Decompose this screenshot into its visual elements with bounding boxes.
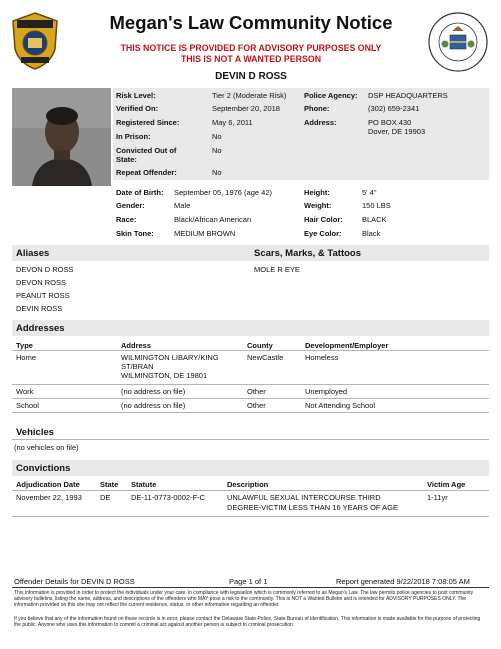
addresses-header-bar bbox=[12, 320, 489, 336]
scar-item: MOLE R EYE bbox=[254, 265, 300, 274]
footer-page-number: Page 1 of 1 bbox=[229, 577, 268, 586]
advisory-line-2: THIS IS NOT A WANTED PERSON bbox=[180, 54, 322, 64]
phone-value: (302) 659-2341 bbox=[368, 104, 420, 113]
alias-item: DEVON ROSS bbox=[16, 278, 67, 287]
hair-value: BLACK bbox=[362, 215, 387, 224]
agency-value: DSP HEADQUARTERS bbox=[368, 91, 448, 100]
weight-label: Weight: bbox=[304, 201, 332, 210]
vehicles-rule bbox=[12, 439, 489, 440]
agency-label: Police Agency: bbox=[304, 91, 358, 100]
table-row: Home WILMINGTON LIBARY/KING ST/BRAN WILMINGTON, DE 19801 NewCastle Homeless bbox=[16, 353, 339, 380]
address-col-county: County bbox=[247, 341, 273, 350]
address-header-rule bbox=[12, 350, 489, 351]
in-prison-row: In Prison: No bbox=[116, 132, 222, 141]
scars-title: Scars, Marks, & Tattoos bbox=[254, 248, 362, 259]
advisory-line-1: THIS NOTICE IS PROVIDED FOR ADVISORY PURPOSES ONLY bbox=[120, 43, 382, 53]
table-row: November 22, 1993 DE DE-11-0773-0002-F-C UNLAWFUL SEXUAL INTERCOURSE THIRD DEGREE-VICTIM LESS THAN 16 YEARS OF AGE 1-11yr bbox=[16, 493, 448, 512]
footer-rule bbox=[12, 587, 489, 588]
addresses-title: Addresses bbox=[16, 323, 65, 334]
phone-label: Phone: bbox=[304, 104, 330, 113]
repeat-offender-value: No bbox=[212, 168, 222, 177]
agency-address-line-1: PO BOX 430 bbox=[368, 118, 412, 127]
conv-col-state: State bbox=[100, 480, 119, 489]
convicted-out-of-state-row: Convicted Out of State: No bbox=[116, 146, 222, 164]
verified-on-value: September 20, 2018 bbox=[212, 104, 280, 113]
convictions-title: Convictions bbox=[16, 463, 71, 474]
conv-header-rule bbox=[12, 490, 489, 491]
footer-offender-details: Offender Details for DEVIN D ROSS bbox=[14, 577, 135, 586]
aliases-header-bar bbox=[12, 245, 489, 261]
footer-report-generated: Report generated 9/22/2018 7:08:05 AM bbox=[336, 577, 470, 586]
alias-item: DEVON D ROSS bbox=[16, 265, 74, 274]
in-prison-value: No bbox=[212, 132, 222, 141]
risk-level-row: Risk Level: Tier 2 (Moderate Risk) bbox=[116, 91, 287, 100]
footer-disclaimer-1: This information is provided in order to protect the individuals under your care, in compliance with legislation which is commonly referred to as Megan's Law. The law permits police agencies to post community advisory bulletins, listing the name, address, and descriptions of the offenders who MAY pose a risk to the community. This is NOT a Wanted Bulletin and is intended for ADVISORY PURPOSES ONLY. The information provided on this site may not reflect the current residence, status, or other information regarding an offender. bbox=[14, 590, 474, 609]
address-label: Address: bbox=[304, 118, 337, 127]
address-col-address: Address bbox=[121, 341, 152, 350]
registered-since-value: May 6, 2011 bbox=[212, 118, 253, 127]
skin-value: MEDIUM BROWN bbox=[174, 229, 236, 238]
conv-col-victim-age: Victim Age bbox=[427, 480, 466, 489]
conv-col-date: Adjudication Date bbox=[16, 480, 80, 489]
state-seal bbox=[427, 11, 489, 73]
address-col-type: Type bbox=[16, 341, 33, 350]
height-label: Height: bbox=[304, 188, 330, 197]
vehicles-value: (no vehicles on file) bbox=[14, 443, 79, 452]
convicted-out-of-state-value: No bbox=[212, 146, 222, 155]
row-divider bbox=[12, 384, 489, 385]
offender-photo bbox=[12, 88, 111, 186]
race-value: Black/African American bbox=[174, 215, 252, 224]
alias-item: DEVIN ROSS bbox=[16, 304, 63, 313]
verified-on-row: Verified On: September 20, 2018 bbox=[116, 104, 280, 113]
row-divider bbox=[12, 412, 489, 413]
gender-label: Gender: bbox=[116, 201, 145, 210]
row-divider bbox=[12, 398, 489, 399]
state-police-badge bbox=[9, 11, 61, 71]
eye-label: Eye Color: bbox=[304, 229, 342, 238]
dob-label: Date of Birth: bbox=[116, 188, 164, 197]
vehicles-title: Vehicles bbox=[16, 427, 55, 438]
table-row: Work (no address on file) Other Unemployed bbox=[16, 387, 348, 396]
repeat-offender-row: Repeat Offender: No bbox=[116, 168, 222, 177]
offender-name: DEVIN D ROSS bbox=[215, 71, 287, 82]
agency-address-line-2: Dover, DE 19903 bbox=[368, 127, 426, 136]
height-value: 5' 4" bbox=[362, 188, 377, 197]
gender-value: Male bbox=[174, 201, 191, 210]
address-col-employer: Development/Employer bbox=[305, 341, 389, 350]
dob-value: September 05, 1976 (age 42) bbox=[174, 188, 272, 197]
conv-col-statute: Statute bbox=[131, 480, 157, 489]
registered-since-row: Registered Since: May 6, 2011 bbox=[116, 118, 253, 127]
aliases-title: Aliases bbox=[16, 248, 50, 259]
page-title: Megan's Law Community Notice bbox=[109, 12, 393, 33]
hair-label: Hair Color: bbox=[304, 215, 343, 224]
table-row: School (no address on file) Other Not Attending School bbox=[16, 401, 376, 410]
skin-label: Skin Tone: bbox=[116, 229, 154, 238]
footer-disclaimer-2: If you believe that any of the information found on these records is in error, please contact the Delaware State Police, State Bureau of Identification. This information is made available for the purpose of protecting the public. Anyone who uses this information to commit a criminal act against another person is subject to criminal prosecution. bbox=[14, 616, 481, 629]
risk-level-value: Tier 2 (Moderate Risk) bbox=[212, 91, 287, 100]
convictions-header-bar bbox=[12, 460, 489, 476]
eye-value: Black bbox=[362, 229, 381, 238]
weight-value: 150 LBS bbox=[362, 201, 391, 210]
race-label: Race: bbox=[116, 215, 137, 224]
conv-col-description: Description bbox=[227, 480, 269, 489]
alias-item: PEANUT ROSS bbox=[16, 291, 70, 300]
row-divider bbox=[12, 516, 489, 517]
